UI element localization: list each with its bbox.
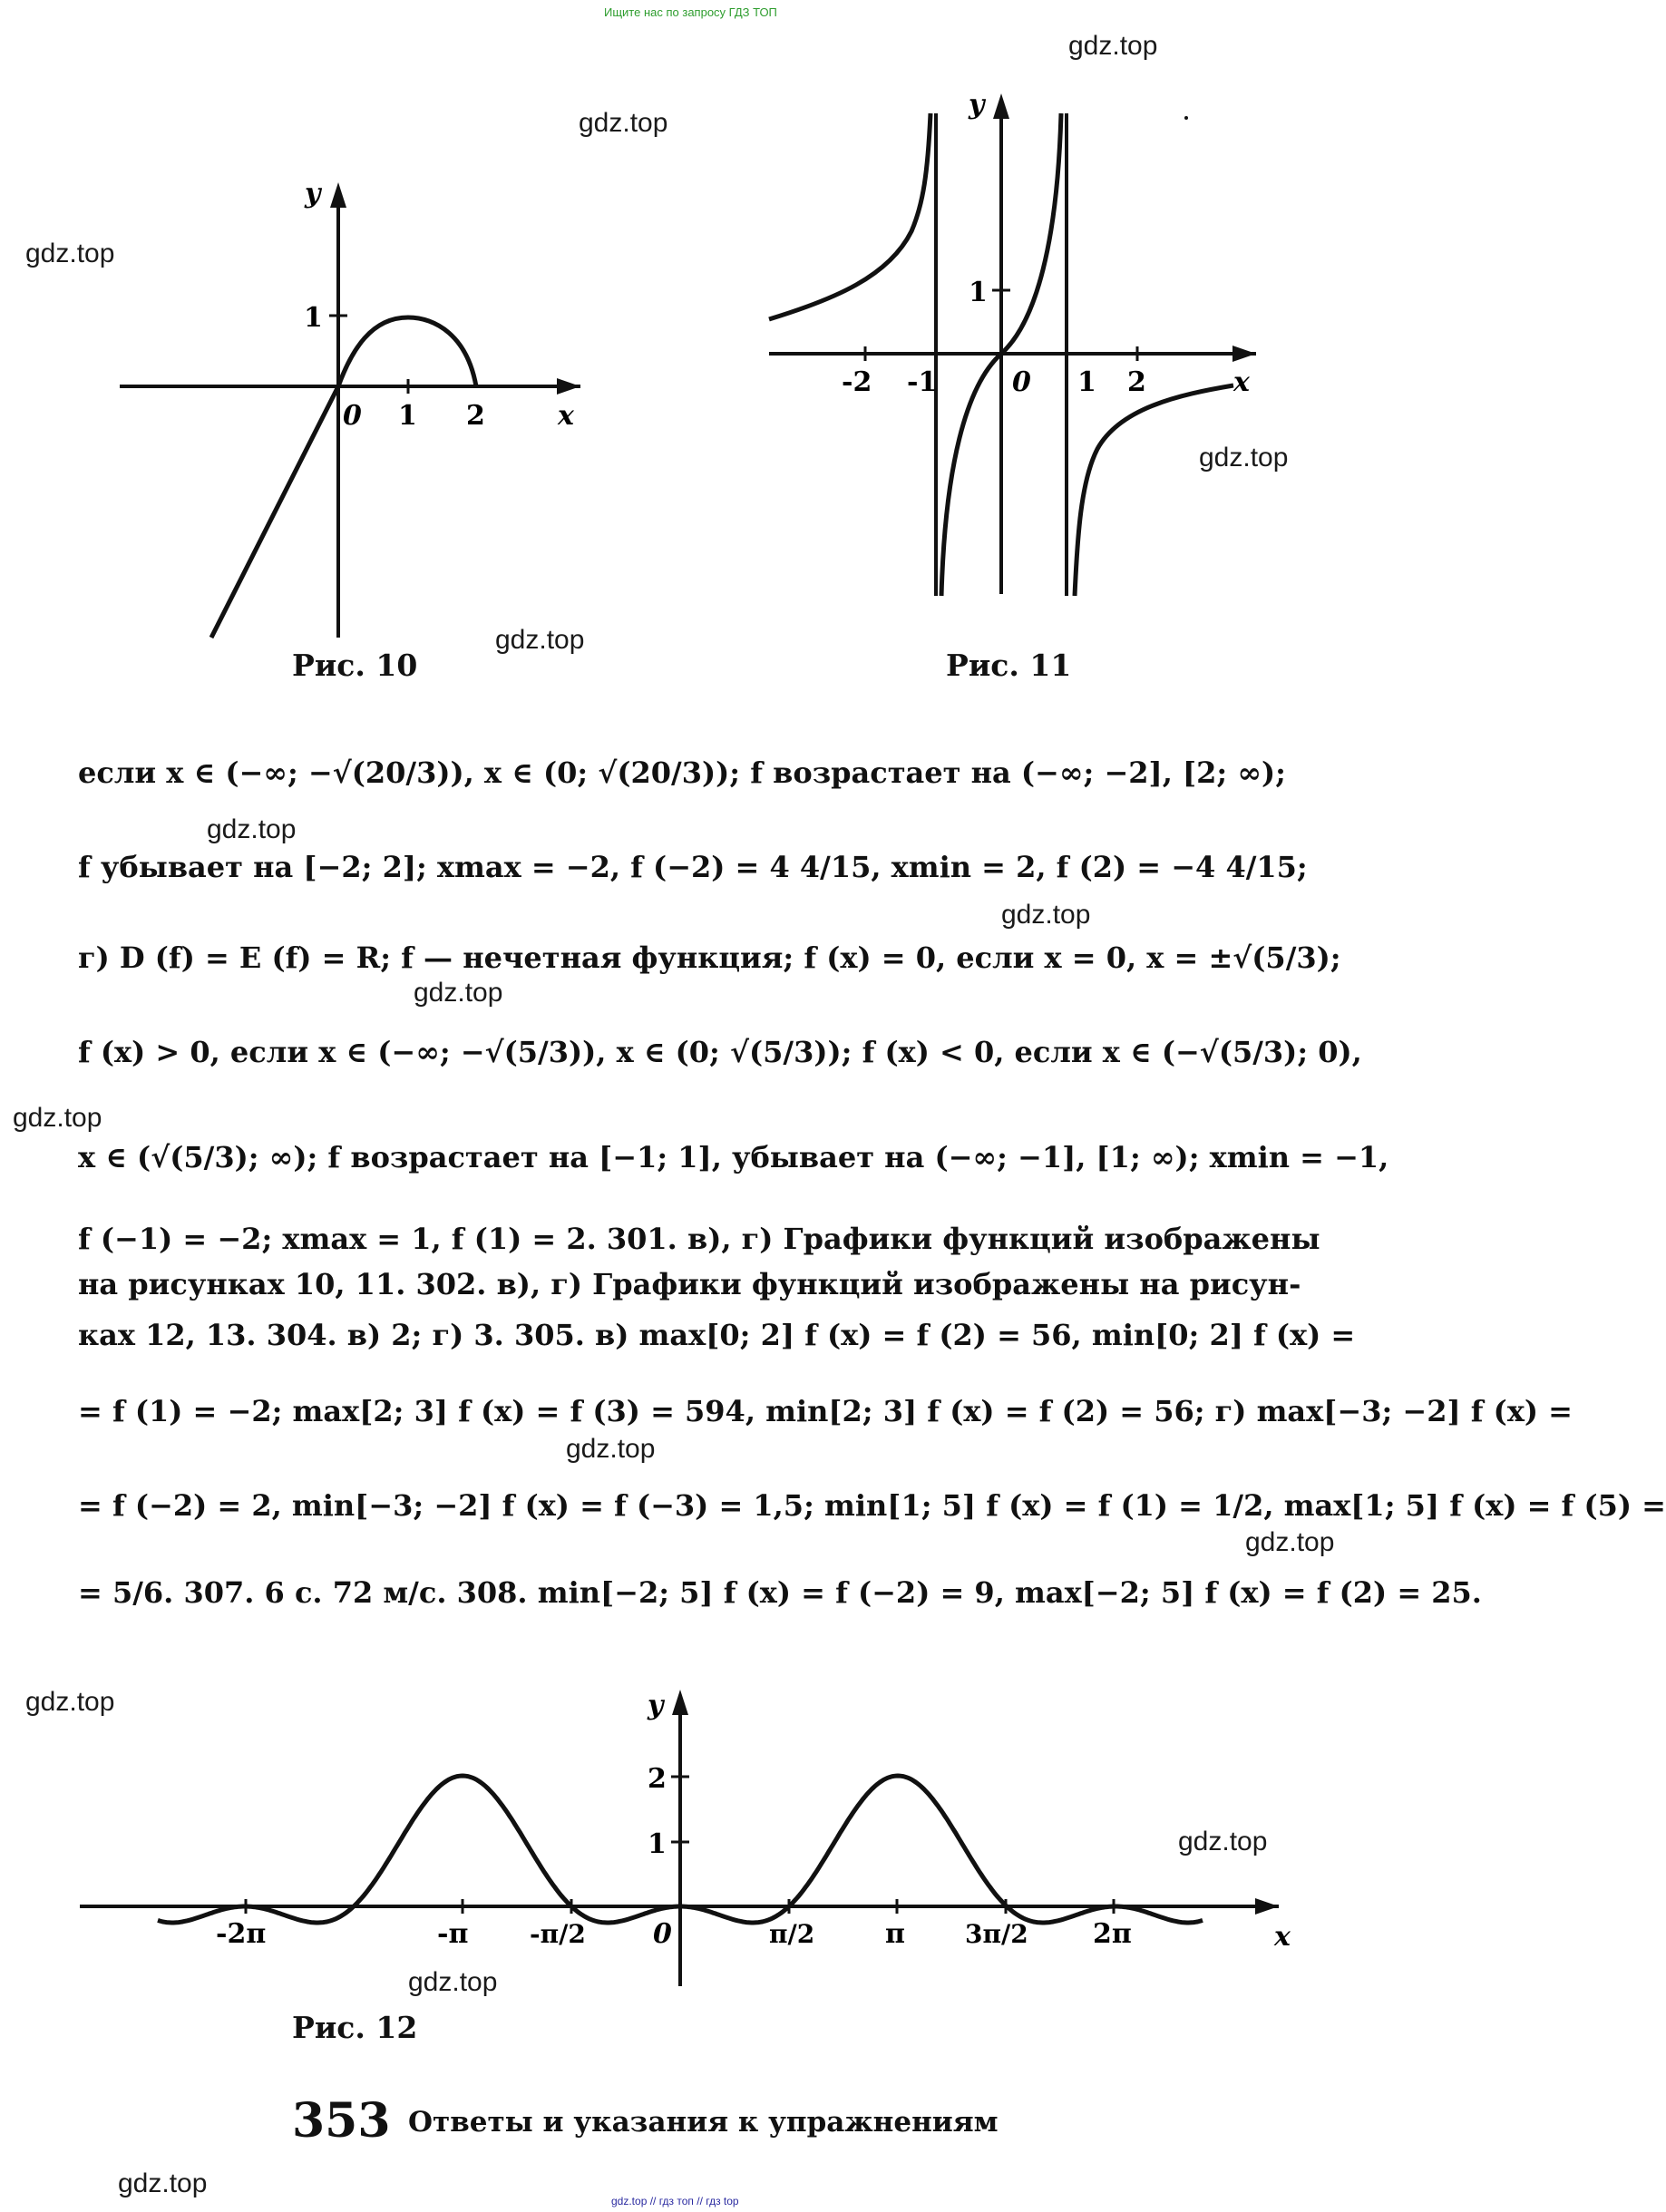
text-line: ках 12, 13. 304. в) 2; г) 3. 305. в) max[0; 2] f (x) = f (2) = 56, min[0; 2] f (x) = (78, 1318, 1356, 1352)
curve-right-branch (1075, 385, 1233, 596)
watermark: gdz.top (25, 1687, 115, 1717)
figure-10-graph (109, 168, 599, 648)
watermark: gdz.top (1001, 900, 1091, 930)
watermark: gdz.top (1178, 1827, 1268, 1856)
tick-label-y: 1 (969, 277, 988, 308)
x-axis-label: x (1233, 366, 1250, 398)
y-axis-label: y (305, 178, 321, 210)
y-axis-arrow-icon (993, 93, 1009, 119)
watermark: gdz.top (414, 978, 503, 1008)
tick-label-x: -π/2 (530, 1919, 586, 1949)
x-axis-arrow-icon (557, 378, 580, 395)
tick-label-y: 1 (304, 302, 323, 334)
figure-12-graph (73, 1678, 1306, 2022)
y-axis-arrow-icon (672, 1690, 688, 1715)
header-note: Ищите нас по запросу ГДЗ ТОП (604, 5, 777, 19)
tick-label-x: 2 (1127, 366, 1146, 398)
figure-11-caption: Рис. 11 (946, 648, 1072, 683)
footer-note: gdz.top // гдз топ // гдз top (611, 2195, 739, 2207)
text-line: f убывает на [−2; 2]; xmax = −2, f (−2) = 4 4/15, xmin = 2, f (2) = −4 4/15; (78, 850, 1308, 884)
tick-label-x: -1 (907, 366, 938, 398)
figure-12-caption: Рис. 12 (292, 2010, 418, 2045)
figure-11-graph (762, 86, 1270, 612)
watermark: gdz.top (118, 2168, 208, 2198)
watermark: gdz.top (1199, 443, 1289, 473)
function-curve (211, 317, 476, 638)
watermark: gdz.top (25, 239, 115, 268)
watermark: gdz.top (13, 1103, 102, 1133)
y-axis-arrow-icon (330, 182, 346, 208)
text-line: на рисунках 10, 11. 302. в), г) Графики функций изображены на рисун- (78, 1267, 1301, 1301)
watermark: gdz.top (579, 108, 668, 138)
tick-label-x: 2π (1093, 1918, 1132, 1950)
running-title: Ответы и указания к упражнениям (408, 2106, 999, 2139)
text-line: если x ∈ (−∞; −√(20/3)), x ∈ (0; √(20/3)); f возрастает на (−∞; −2], [2; ∞); (78, 755, 1286, 790)
text-line: = f (−2) = 2, min[−3; −2] f (x) = f (−3) = 1,5; min[1; 5] f (x) = f (1) = 1/2, max[1; 5] f (x) = f (5) = (78, 1488, 1666, 1523)
tick-label-x: 0 (343, 400, 362, 432)
x-axis-label: x (558, 400, 574, 432)
y-axis-label: y (969, 89, 985, 121)
tick-label-x: -2 (842, 366, 872, 398)
x-axis-arrow-icon (1232, 346, 1256, 362)
tick-label-x: 0 (653, 1918, 672, 1950)
tick-label-y: 1 (648, 1828, 667, 1860)
watermark: gdz.top (207, 814, 297, 844)
text-line: x ∈ (√(5/3); ∞); f возрастает на [−1; 1], убывает на (−∞; −1], [1; ∞); xmin = −1, (78, 1140, 1389, 1174)
x-axis-arrow-icon (1255, 1898, 1279, 1915)
tick-label-x: -2π (216, 1918, 267, 1950)
tick-label-x: 3π/2 (965, 1919, 1028, 1949)
text-line: = 5/6. 307. 6 с. 72 м/с. 308. min[−2; 5] f (x) = f (−2) = 9, max[−2; 5] f (x) = f (2) = 25. (78, 1575, 1482, 1610)
tick-label-x: -π (437, 1918, 469, 1950)
text-line: f (x) > 0, если x ∈ (−∞; −√(5/3)), x ∈ (0; √(5/3)); f (x) < 0, если x ∈ (−√(5/3); 0), (78, 1035, 1362, 1069)
figure-10-caption: Рис. 10 (292, 648, 418, 683)
tick-label-x: π (885, 1918, 905, 1950)
tick-label-x: 0 (1012, 366, 1031, 398)
watermark: gdz.top (1245, 1527, 1335, 1557)
tick-label-x: π/2 (769, 1919, 815, 1949)
text-line: = f (1) = −2; max[2; 3] f (x) = f (3) = 594, min[2; 3] f (x) = f (2) = 56; г) max[−3; −2] f (x) = (78, 1394, 1573, 1428)
y-axis-label: y (648, 1690, 664, 1721)
curve-left-branch (769, 113, 930, 319)
watermark: gdz.top (566, 1434, 656, 1464)
text-line: г) D (f) = E (f) = R; f — нечетная функция; f (x) = 0, если x = 0, x = ±√(5/3); (78, 940, 1341, 975)
stray-dot (1184, 116, 1188, 120)
tick-label-x: 1 (398, 400, 417, 432)
tick-label-x: 2 (466, 400, 485, 432)
x-axis-label: x (1274, 1921, 1291, 1953)
tick-label-x: 1 (1077, 366, 1096, 398)
text-line: f (−1) = −2; xmax = 1, f (1) = 2. 301. в), г) Графики функций изображены (78, 1222, 1320, 1256)
watermark: gdz.top (1068, 31, 1158, 61)
watermark: gdz.top (408, 1967, 498, 1997)
tick-label-y: 2 (648, 1763, 667, 1795)
page-number: 353 (292, 2093, 391, 2149)
watermark: gdz.top (495, 625, 585, 655)
